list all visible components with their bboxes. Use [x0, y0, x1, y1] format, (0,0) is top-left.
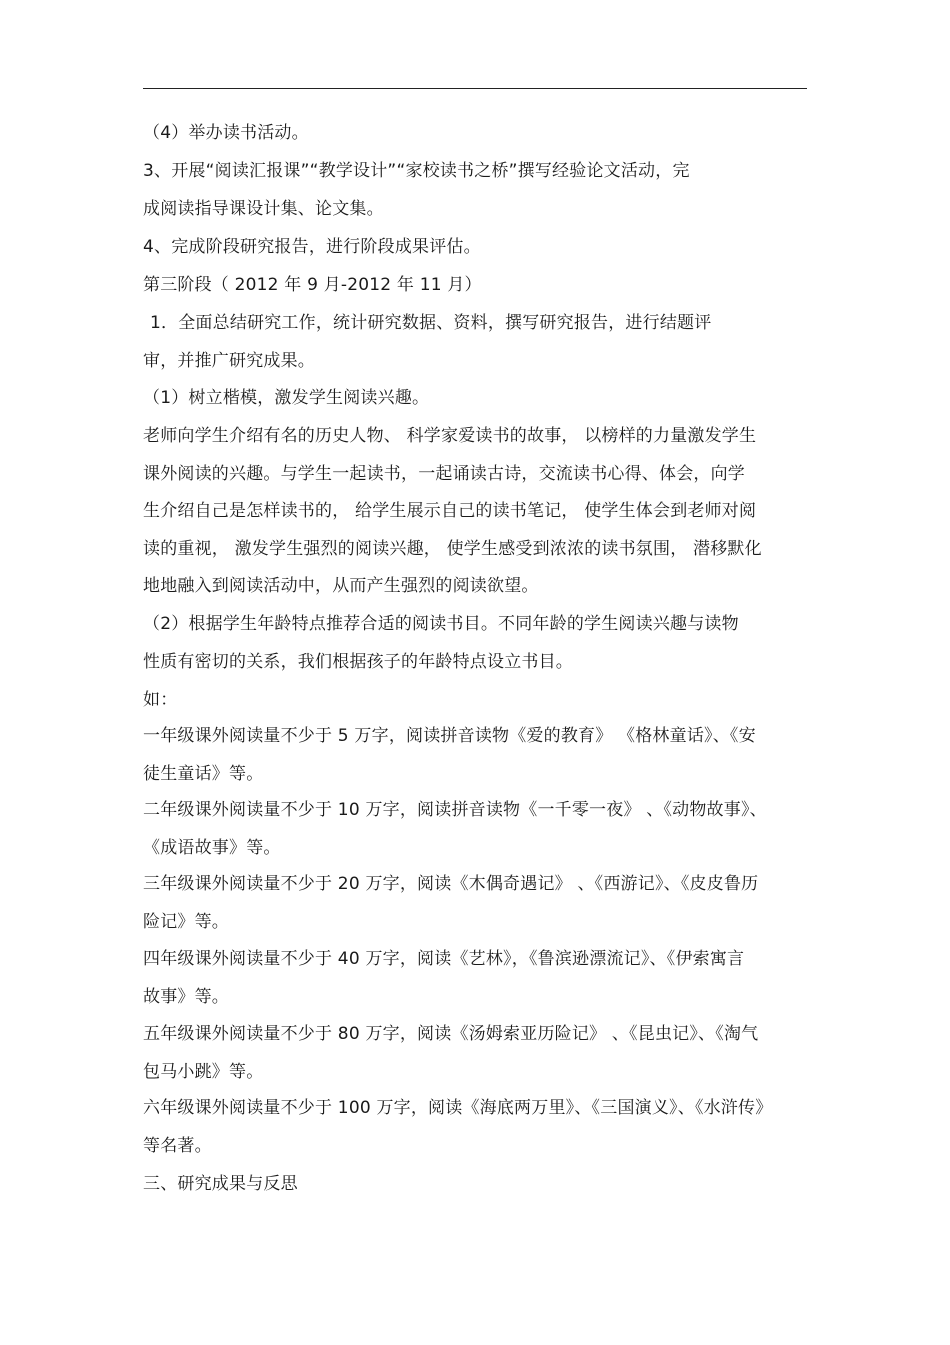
text-line: 地地融入到阅读活动中，从而产生强烈的阅读欲望。 [143, 576, 539, 596]
text-line: 读的重视， 激发学生强烈的阅读兴趣， 使学生感受到浓浓的读书氛围， 潜移默化 [143, 539, 762, 559]
text-line: 六年级课外阅读量不少于 100 万字，阅读《海底两万里》、《三国演义》、《水浒传》 [143, 1098, 773, 1118]
text-line: （4）举办读书活动。 [143, 123, 309, 143]
section-heading: 三、研究成果与反思 [143, 1174, 298, 1194]
text-line: 4、完成阶段研究报告，进行阶段成果评估。 [143, 237, 481, 257]
section-heading: 第三阶段（ 2012 年 9 月-2012 年 11 月） [143, 275, 482, 295]
text-line: 生介绍自己是怎样读书的， 给学生展示自己的读书笔记， 使学生体会到老师对阅 [143, 501, 757, 521]
text-line: 成阅读指导课设计集、论文集。 [143, 199, 384, 219]
text-line: 1．全面总结研究工作，统计研究数据、资料，撰写研究报告，进行结题评 [150, 313, 712, 333]
text-line: 《成语故事》等。 [143, 838, 281, 858]
text-line: 故事》等。 [143, 987, 229, 1007]
text-line: （2）根据学生年龄特点推荐合适的阅读书目。不同年龄的学生阅读兴趣与读物 [143, 614, 739, 634]
header-rule [143, 88, 807, 89]
text-line: 二年级课外阅读量不少于 10 万字，阅读拼音读物《一千零一夜》 、《动物故事》、 [143, 800, 767, 820]
text-line: 老师向学生介绍有名的历史人物、 科学家爱读书的故事， 以榜样的力量激发学生 [143, 426, 757, 446]
text-line: 性质有密切的关系，我们根据孩子的年龄特点设立书目。 [143, 652, 573, 672]
text-line: （1）树立楷模，激发学生阅读兴趣。 [143, 388, 430, 408]
text-line: 审，并推广研究成果。 [143, 351, 315, 371]
text-line: 等名著。 [143, 1136, 212, 1156]
text-line: 一年级课外阅读量不少于 5 万字，阅读拼音读物《爱的教育》 《格林童话》、《安 [143, 726, 756, 746]
text-line: 包马小跳》等。 [143, 1062, 264, 1082]
text-line: 四年级课外阅读量不少于 40 万字，阅读《艺林》，《鲁滨逊漂流记》、《伊索寓言 [143, 949, 745, 969]
text-line: 险记》等。 [143, 912, 229, 932]
text-line: 3、开展“阅读汇报课”“教学设计”“家校读书之桥”撰写经验论文活动，完 [143, 161, 690, 181]
text-line: 五年级课外阅读量不少于 80 万字，阅读《汤姆索亚历险记》 、《昆虫记》、《淘气 [143, 1024, 759, 1044]
text-line: 徒生童话》等。 [143, 764, 264, 784]
text-line: 三年级课外阅读量不少于 20 万字，阅读《木偶奇遇记》 、《西游记》、《皮皮鲁历 [143, 874, 759, 894]
text-line: 如： [143, 690, 178, 710]
text-line: 课外阅读的兴趣。与学生一起读书，一起诵读古诗，交流读书心得、体会，向学 [143, 464, 745, 484]
